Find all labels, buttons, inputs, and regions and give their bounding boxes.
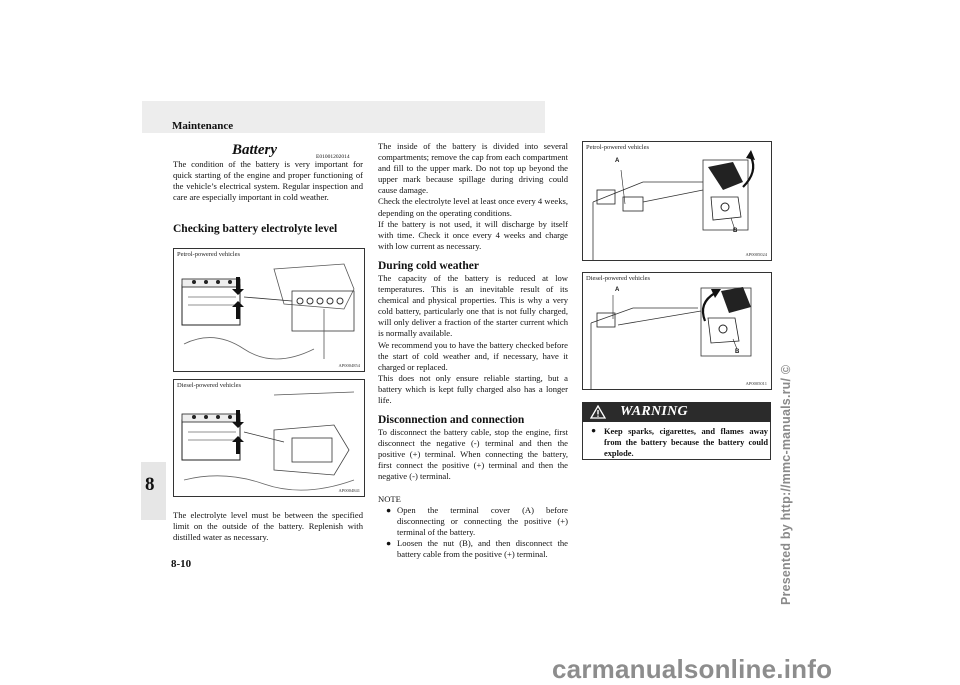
warning-title: WARNING [620,404,688,419]
vertical-watermark: Presented by http://mmc-manuals.ru/ © [779,364,793,605]
paragraph: If the battery is not used, it will discharge by itself with time. Check it once every 4 weeks and charge with low current as necessary. [378,218,568,251]
warning-header [582,402,771,422]
figure-code: AP0005024 [745,252,767,257]
disconnection-heading: Disconnection and connection [378,414,525,427]
paragraph: Check the electrolyte level at least once every 4 weeks, depending on the operating conditions. [378,196,568,218]
footer-watermark: carmanualsonline.info [552,654,833,684]
callout-a: A [615,158,620,164]
paragraph: The inside of the battery is divided into several compartments; remove the cap from each compartment and fill to the upper mark. Do not top up beyond the upper mark because spillage during driving could cause damage. [378,141,568,196]
figure-petrol-terminal [582,141,772,261]
column-2-text [378,141,568,560]
note-item [378,505,568,538]
check-heading-wrap [173,223,363,236]
page-title: Battery [232,142,277,158]
battery-level-illustration [174,380,364,496]
warning-text: Keep sparks, cigarettes, and flames away from the battery because the battery could explode. [604,427,768,458]
intro-paragraph: The condition of the battery is very important for quick starting of the engine and proper functioning of the vehicle’s electrical system. Regular inspection and care are especially important in cold weather. [173,159,363,203]
paragraph: This does not only ensure reliable starting, but a battery which is kept fully charged also has a longer life. [378,372,568,405]
note-item [378,538,568,560]
figure-petrol-electrolyte [173,248,365,372]
figure-code: AP0005011 [745,381,767,386]
paragraph: We recommend you to have the battery checked before the start of cold weather and, if necessary, have it charged or replaced. [378,339,568,372]
chapter-number: 8 [145,474,155,495]
figure-diesel-terminal [582,272,772,390]
paragraph: To disconnect the battery cable, stop the engine, first disconnect the negative (-) terminal and then the positive (+) terminal. When connecting the battery, first connect the positive (+) terminal and then the negative (-) terminal. [378,427,568,482]
figure-code: AP0004841 [338,488,360,493]
electrolyte-paragraph: The electrolyte level must be between the specified limit on the outside of the battery. Replenish with distilled water as necessary. [173,510,363,543]
figure-diesel-electrolyte [173,379,365,497]
battery-level-illustration [174,249,364,371]
bullet-icon: ● [591,426,597,435]
note-text: Loosen the nut (B), and then disconnect the battery cable from the positive (+) terminal. [397,537,568,559]
figure-label: Petrol-powered vehicles [177,251,240,258]
figure-label: Petrol-powered vehicles [586,144,649,151]
bullet-icon: ● [386,504,392,515]
callout-b: B [733,228,738,234]
terminal-cover-illustration [583,142,771,260]
cold-weather-heading: During cold weather [378,259,479,272]
page-number: 8-10 [171,558,192,570]
warning-triangle-icon [590,405,606,419]
callout-a: A [615,287,620,293]
terminal-cover-illustration [583,273,771,389]
bullet-icon: ● [386,537,392,548]
paragraph: The capacity of the battery is reduced at low temperatures. This is an inevitable result of its chemical and physical properties. This is why a very cold battery, particularly one that is not fully charged, will only deliver a fraction of the starter current which is normally available. [378,272,568,339]
check-heading: Checking battery electrolyte level [173,223,338,235]
callout-b: B [735,349,740,355]
figure-code: AP0004854 [338,363,360,368]
section-code: E01001202014 [316,154,350,160]
note-text: Open the terminal cover (A) before disconnecting or connecting the positive (+) terminal of the battery. [397,504,568,537]
section-title: Maintenance [172,120,234,132]
note-label: NOTE [378,493,401,504]
figure-label: Diesel-powered vehicles [177,382,242,389]
figure-label: Diesel-powered vehicles [586,275,651,282]
